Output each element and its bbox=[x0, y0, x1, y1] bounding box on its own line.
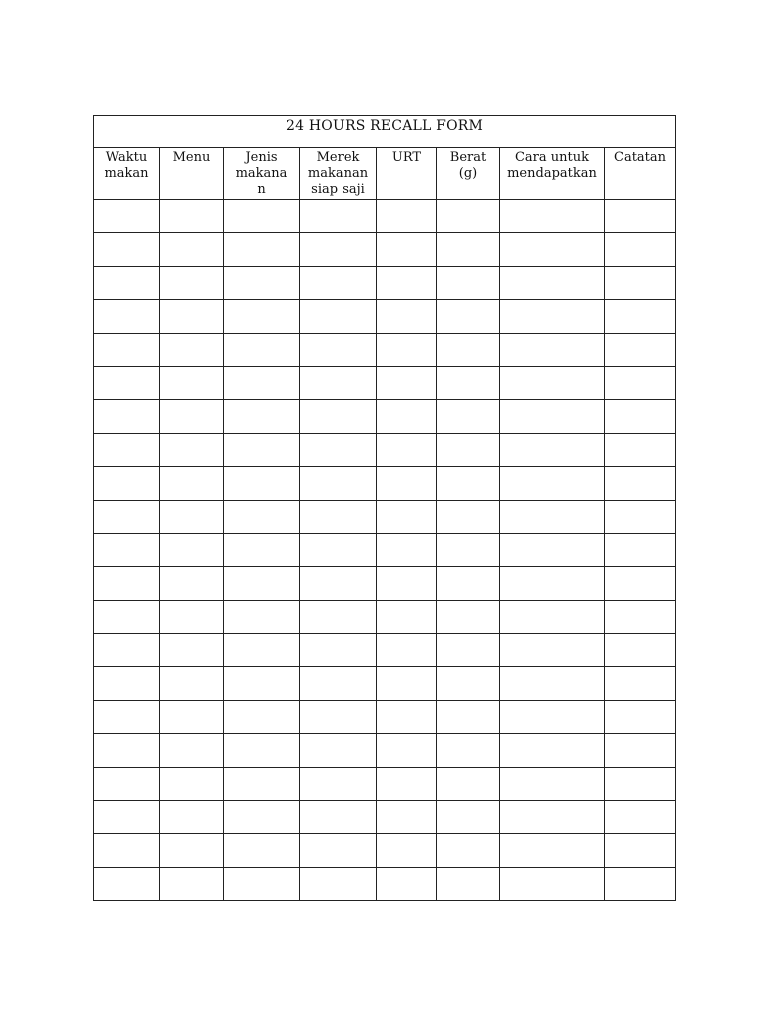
entry-cell-merek[interactable] bbox=[300, 700, 377, 733]
entry-cell-catatan[interactable] bbox=[605, 600, 676, 633]
entry-cell-urt[interactable] bbox=[377, 667, 437, 700]
table-row bbox=[94, 667, 676, 700]
entry-cell-catatan[interactable] bbox=[605, 767, 676, 800]
entry-cell-menu[interactable] bbox=[160, 433, 224, 466]
entry-cell-menu[interactable] bbox=[160, 867, 224, 900]
recall-form-table bbox=[93, 115, 676, 901]
entry-cell-merek[interactable] bbox=[300, 801, 377, 834]
entry-cell-merek[interactable] bbox=[300, 667, 377, 700]
entry-cell-catatan[interactable] bbox=[605, 834, 676, 867]
table-row bbox=[94, 266, 676, 299]
entry-cell-menu[interactable] bbox=[160, 767, 224, 800]
entry-cell-merek[interactable] bbox=[300, 200, 377, 233]
entry-cell-berat[interactable] bbox=[437, 600, 500, 633]
entry-cell-cara[interactable] bbox=[500, 533, 605, 566]
entry-cell-merek[interactable] bbox=[300, 266, 377, 299]
entry-cell-catatan[interactable] bbox=[605, 333, 676, 366]
entry-cell-urt[interactable] bbox=[377, 700, 437, 733]
entry-cell-berat[interactable] bbox=[437, 867, 500, 900]
entry-cell-waktu[interactable] bbox=[94, 867, 160, 900]
entry-cell-merek[interactable] bbox=[300, 467, 377, 500]
entry-cell-menu[interactable] bbox=[160, 400, 224, 433]
entry-cell-waktu[interactable] bbox=[94, 366, 160, 399]
entry-cell-cara[interactable] bbox=[500, 366, 605, 399]
entry-cell-urt[interactable] bbox=[377, 734, 437, 767]
table-row bbox=[94, 333, 676, 366]
entry-cell-berat[interactable] bbox=[437, 233, 500, 266]
table-row bbox=[94, 533, 676, 566]
entry-cell-merek[interactable] bbox=[300, 366, 377, 399]
entry-cell-menu[interactable] bbox=[160, 333, 224, 366]
entry-cell-merek[interactable] bbox=[300, 634, 377, 667]
entry-cell-catatan[interactable] bbox=[605, 433, 676, 466]
entry-cell-jenis[interactable] bbox=[224, 266, 300, 299]
entry-cell-cara[interactable] bbox=[500, 233, 605, 266]
entry-cell-catatan[interactable] bbox=[605, 567, 676, 600]
entry-cell-jenis[interactable] bbox=[224, 567, 300, 600]
entry-cell-urt[interactable] bbox=[377, 266, 437, 299]
entry-cell-jenis[interactable] bbox=[224, 233, 300, 266]
table-row bbox=[94, 700, 676, 733]
entry-cell-cara[interactable] bbox=[500, 400, 605, 433]
form-body bbox=[94, 200, 676, 901]
entry-cell-urt[interactable] bbox=[377, 767, 437, 800]
entry-cell-cara[interactable] bbox=[500, 600, 605, 633]
entry-cell-merek[interactable] bbox=[300, 567, 377, 600]
column-header-merek bbox=[300, 148, 377, 200]
entry-cell-urt[interactable] bbox=[377, 366, 437, 399]
column-header-urt bbox=[377, 148, 437, 200]
entry-cell-cara[interactable] bbox=[500, 300, 605, 333]
entry-cell-catatan[interactable] bbox=[605, 467, 676, 500]
entry-cell-waktu[interactable] bbox=[94, 567, 160, 600]
entry-cell-cara[interactable] bbox=[500, 333, 605, 366]
entry-cell-jenis[interactable] bbox=[224, 867, 300, 900]
entry-cell-cara[interactable] bbox=[500, 200, 605, 233]
entry-cell-urt[interactable] bbox=[377, 533, 437, 566]
entry-cell-catatan[interactable] bbox=[605, 266, 676, 299]
entry-cell-menu[interactable] bbox=[160, 600, 224, 633]
entry-cell-berat[interactable] bbox=[437, 533, 500, 566]
table-row bbox=[94, 867, 676, 900]
entry-cell-jenis[interactable] bbox=[224, 333, 300, 366]
entry-cell-menu[interactable] bbox=[160, 700, 224, 733]
entry-cell-urt[interactable] bbox=[377, 467, 437, 500]
column-header-label: URT bbox=[391, 150, 422, 165]
entry-cell-merek[interactable] bbox=[300, 734, 377, 767]
entry-cell-cara[interactable] bbox=[500, 834, 605, 867]
entry-cell-berat[interactable] bbox=[437, 734, 500, 767]
entry-cell-menu[interactable] bbox=[160, 200, 224, 233]
entry-cell-catatan[interactable] bbox=[605, 734, 676, 767]
entry-cell-waktu[interactable] bbox=[94, 266, 160, 299]
entry-cell-catatan[interactable] bbox=[605, 366, 676, 399]
entry-cell-berat[interactable] bbox=[437, 500, 500, 533]
entry-cell-jenis[interactable] bbox=[224, 400, 300, 433]
entry-cell-catatan[interactable] bbox=[605, 700, 676, 733]
entry-cell-urt[interactable] bbox=[377, 233, 437, 266]
entry-cell-jenis[interactable] bbox=[224, 734, 300, 767]
table-row bbox=[94, 734, 676, 767]
entry-cell-waktu[interactable] bbox=[94, 400, 160, 433]
entry-cell-catatan[interactable] bbox=[605, 801, 676, 834]
entry-cell-waktu[interactable] bbox=[94, 300, 160, 333]
table-row bbox=[94, 567, 676, 600]
entry-cell-merek[interactable] bbox=[300, 233, 377, 266]
entry-cell-urt[interactable] bbox=[377, 634, 437, 667]
table-row bbox=[94, 300, 676, 333]
entry-cell-jenis[interactable] bbox=[224, 533, 300, 566]
title-row bbox=[94, 116, 676, 148]
table-row bbox=[94, 834, 676, 867]
entry-cell-menu[interactable] bbox=[160, 233, 224, 266]
entry-cell-urt[interactable] bbox=[377, 333, 437, 366]
entry-cell-waktu[interactable] bbox=[94, 801, 160, 834]
entry-cell-waktu[interactable] bbox=[94, 533, 160, 566]
entry-cell-jenis[interactable] bbox=[224, 300, 300, 333]
entry-cell-berat[interactable] bbox=[437, 200, 500, 233]
entry-cell-merek[interactable] bbox=[300, 333, 377, 366]
entry-cell-menu[interactable] bbox=[160, 634, 224, 667]
entry-cell-waktu[interactable] bbox=[94, 500, 160, 533]
form-title: 24 HOURS RECALL FORM bbox=[94, 116, 676, 148]
entry-cell-menu[interactable] bbox=[160, 266, 224, 299]
entry-cell-catatan[interactable] bbox=[605, 400, 676, 433]
table-row bbox=[94, 433, 676, 466]
entry-cell-waktu[interactable] bbox=[94, 734, 160, 767]
table-row bbox=[94, 467, 676, 500]
entry-cell-berat[interactable] bbox=[437, 366, 500, 399]
column-header-label: Menu bbox=[172, 150, 211, 165]
entry-cell-waktu[interactable] bbox=[94, 634, 160, 667]
table-row bbox=[94, 801, 676, 834]
table-row bbox=[94, 500, 676, 533]
column-header-waktu-makan bbox=[94, 148, 160, 200]
table-row bbox=[94, 600, 676, 633]
column-header-label: Waktu makan bbox=[104, 150, 149, 181]
entry-cell-cara[interactable] bbox=[500, 801, 605, 834]
table-row bbox=[94, 366, 676, 399]
column-header-label: Berat (g) bbox=[449, 150, 487, 181]
entry-cell-jenis[interactable] bbox=[224, 634, 300, 667]
entry-cell-waktu[interactable] bbox=[94, 834, 160, 867]
entry-cell-waktu[interactable] bbox=[94, 467, 160, 500]
entry-cell-jenis[interactable] bbox=[224, 700, 300, 733]
entry-cell-berat[interactable] bbox=[437, 467, 500, 500]
entry-cell-cara[interactable] bbox=[500, 634, 605, 667]
entry-cell-jenis[interactable] bbox=[224, 366, 300, 399]
entry-cell-jenis[interactable] bbox=[224, 834, 300, 867]
entry-cell-berat[interactable] bbox=[437, 801, 500, 834]
entry-cell-urt[interactable] bbox=[377, 433, 437, 466]
entry-cell-menu[interactable] bbox=[160, 734, 224, 767]
entry-cell-menu[interactable] bbox=[160, 834, 224, 867]
entry-cell-waktu[interactable] bbox=[94, 433, 160, 466]
entry-cell-merek[interactable] bbox=[300, 300, 377, 333]
entry-cell-waktu[interactable] bbox=[94, 600, 160, 633]
entry-cell-waktu[interactable] bbox=[94, 667, 160, 700]
entry-cell-menu[interactable] bbox=[160, 533, 224, 566]
entry-cell-berat[interactable] bbox=[437, 333, 500, 366]
table-row bbox=[94, 233, 676, 266]
entry-cell-urt[interactable] bbox=[377, 600, 437, 633]
entry-cell-catatan[interactable] bbox=[605, 500, 676, 533]
entry-cell-urt[interactable] bbox=[377, 300, 437, 333]
entry-cell-berat[interactable] bbox=[437, 300, 500, 333]
entry-cell-catatan[interactable] bbox=[605, 634, 676, 667]
entry-cell-cara[interactable] bbox=[500, 500, 605, 533]
entry-cell-berat[interactable] bbox=[437, 266, 500, 299]
entry-cell-menu[interactable] bbox=[160, 300, 224, 333]
entry-cell-menu[interactable] bbox=[160, 467, 224, 500]
entry-cell-catatan[interactable] bbox=[605, 667, 676, 700]
entry-cell-jenis[interactable] bbox=[224, 600, 300, 633]
entry-cell-cara[interactable] bbox=[500, 667, 605, 700]
entry-cell-urt[interactable] bbox=[377, 400, 437, 433]
entry-cell-berat[interactable] bbox=[437, 433, 500, 466]
entry-cell-merek[interactable] bbox=[300, 533, 377, 566]
table-row bbox=[94, 200, 676, 233]
entry-cell-catatan[interactable] bbox=[605, 533, 676, 566]
entry-cell-cara[interactable] bbox=[500, 567, 605, 600]
entry-cell-berat[interactable] bbox=[437, 567, 500, 600]
entry-cell-catatan[interactable] bbox=[605, 200, 676, 233]
entry-cell-menu[interactable] bbox=[160, 366, 224, 399]
entry-cell-cara[interactable] bbox=[500, 767, 605, 800]
column-header-label: Cara untuk mendapatkan bbox=[507, 150, 597, 181]
entry-cell-menu[interactable] bbox=[160, 667, 224, 700]
entry-cell-berat[interactable] bbox=[437, 667, 500, 700]
entry-cell-waktu[interactable] bbox=[94, 200, 160, 233]
entry-cell-catatan[interactable] bbox=[605, 233, 676, 266]
entry-cell-jenis[interactable] bbox=[224, 433, 300, 466]
table-row bbox=[94, 634, 676, 667]
entry-cell-urt[interactable] bbox=[377, 500, 437, 533]
column-header-berat bbox=[437, 148, 500, 200]
entry-cell-jenis[interactable] bbox=[224, 801, 300, 834]
entry-cell-berat[interactable] bbox=[437, 634, 500, 667]
entry-cell-urt[interactable] bbox=[377, 801, 437, 834]
entry-cell-berat[interactable] bbox=[437, 834, 500, 867]
entry-cell-jenis[interactable] bbox=[224, 767, 300, 800]
entry-cell-menu[interactable] bbox=[160, 567, 224, 600]
entry-cell-waktu[interactable] bbox=[94, 700, 160, 733]
entry-cell-cara[interactable] bbox=[500, 700, 605, 733]
entry-cell-urt[interactable] bbox=[377, 567, 437, 600]
entry-cell-cara[interactable] bbox=[500, 867, 605, 900]
entry-cell-berat[interactable] bbox=[437, 767, 500, 800]
entry-cell-waktu[interactable] bbox=[94, 767, 160, 800]
entry-cell-cara[interactable] bbox=[500, 734, 605, 767]
column-header-cara bbox=[500, 148, 605, 200]
entry-cell-urt[interactable] bbox=[377, 867, 437, 900]
entry-cell-waktu[interactable] bbox=[94, 233, 160, 266]
entry-cell-cara[interactable] bbox=[500, 433, 605, 466]
header-row bbox=[94, 148, 676, 200]
entry-cell-merek[interactable] bbox=[300, 867, 377, 900]
column-header-label: Merek makanan siap saji bbox=[307, 150, 369, 197]
entry-cell-merek[interactable] bbox=[300, 767, 377, 800]
entry-cell-jenis[interactable] bbox=[224, 667, 300, 700]
entry-cell-jenis[interactable] bbox=[224, 500, 300, 533]
entry-cell-cara[interactable] bbox=[500, 266, 605, 299]
entry-cell-jenis[interactable] bbox=[224, 200, 300, 233]
entry-cell-merek[interactable] bbox=[300, 834, 377, 867]
entry-cell-berat[interactable] bbox=[437, 400, 500, 433]
entry-cell-merek[interactable] bbox=[300, 500, 377, 533]
entry-cell-merek[interactable] bbox=[300, 400, 377, 433]
column-header-label: Catatan bbox=[614, 150, 667, 165]
entry-cell-waktu[interactable] bbox=[94, 333, 160, 366]
entry-cell-cara[interactable] bbox=[500, 467, 605, 500]
entry-cell-menu[interactable] bbox=[160, 500, 224, 533]
table-row bbox=[94, 400, 676, 433]
entry-cell-urt[interactable] bbox=[377, 834, 437, 867]
entry-cell-merek[interactable] bbox=[300, 433, 377, 466]
entry-cell-menu[interactable] bbox=[160, 801, 224, 834]
entry-cell-catatan[interactable] bbox=[605, 300, 676, 333]
entry-cell-catatan[interactable] bbox=[605, 867, 676, 900]
entry-cell-berat[interactable] bbox=[437, 700, 500, 733]
entry-cell-urt[interactable] bbox=[377, 200, 437, 233]
entry-cell-jenis[interactable] bbox=[224, 467, 300, 500]
table-row bbox=[94, 767, 676, 800]
entry-cell-merek[interactable] bbox=[300, 600, 377, 633]
column-header-jenis-makanan bbox=[224, 148, 300, 200]
column-header-menu bbox=[160, 148, 224, 200]
column-header-catatan bbox=[605, 148, 676, 200]
column-header-label: Jenis makana n bbox=[235, 150, 288, 197]
